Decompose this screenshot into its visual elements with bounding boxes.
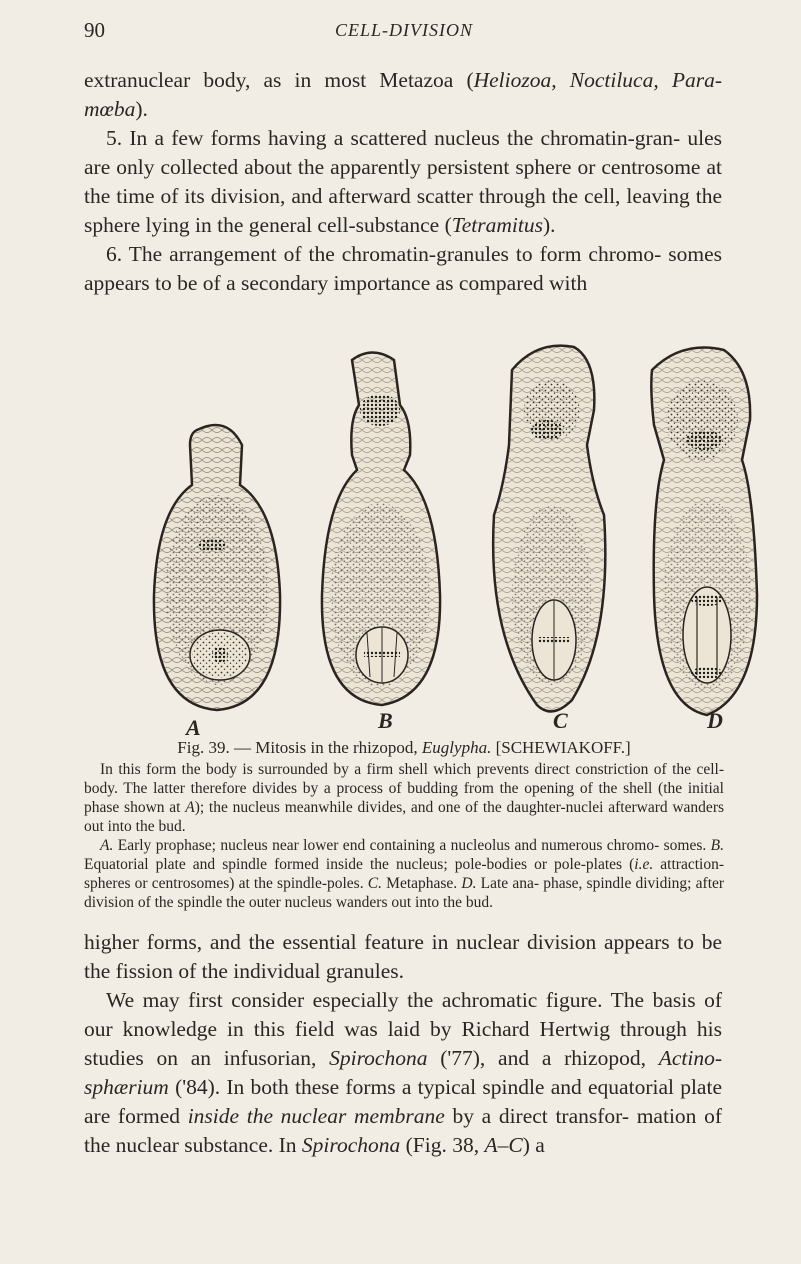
top-text-block <box>84 66 722 298</box>
euglypha-mitosis-figure <box>142 335 772 730</box>
paragraph-achromatic: We may first consider especially the achromatic figure. The basis of our knowledge in this field was laid by Richard Hertwig through his studies on an infusorian, Spirochona ('77), and a rhizopod, Actino- sphærium ('84). In both these forms a typical spindle and equatorial plate are formed inside the nuclear membrane by a direct transfor- mation of the nuclear substance. In Spirochona (Fig. 38, A–C) a <box>84 988 723 1157</box>
figure-label-a: A <box>186 715 201 740</box>
paragraph-continuation: extranuclear body, as in most Metazoa (Heliozoa, Noctiluca, Para- mœba). <box>84 68 723 121</box>
cell-A <box>154 425 280 710</box>
page-number: 90 <box>84 18 105 42</box>
cell-C <box>493 346 605 712</box>
caption-paragraph-1: In this form the body is surrounded by a firm shell which prevents direct constriction of the cell-body. The latter therefore divides by a process of budding from the opening of the shell (the initial phase shown at A); the nucleus meanwhile divides, and one of the daughter-nuclei afterward wanders out into the bud. <box>84 761 725 835</box>
paragraph-6: 6. The arrangement of the chromatin-granules to form chromo- somes appears to be of a secondary importance as compared with <box>84 242 722 295</box>
cell-D <box>651 348 757 716</box>
running-title: CELL-DIVISION <box>335 20 473 40</box>
paragraph-5: 5. In a few forms having a scattered nucleus the chromatin-gran- ules are only collected about the apparently persistent sphere or centrosome at the time of its division, and afterward scatter through the cell, leaving the sphere lying in the general cell-substance (Tetramitus). <box>84 126 722 237</box>
figure-label-d: D <box>707 708 723 733</box>
figure-caption-title: Fig. 39. — Mitosis in the rhizopod, Euglypha. [SCHEWIAKOFF.] <box>177 738 631 757</box>
caption-paragraph-2: A. Early prophase; nucleus near lower end containing a nucleolus and numerous chromo- somes. B. Equatorial plate and spindle formed inside the nucleus; pole-bodies or pole-plates (i.e. attraction-spheres or centrosomes) at the spindle-poles. C. Metaphase. D. Late ana- phase, spindle dividing; after division of the spindle the outer nucleus wanders out into the bud. <box>84 837 725 911</box>
cell-B <box>322 353 440 706</box>
figure-label-b: B <box>378 708 393 733</box>
paragraph-continuation-2: higher forms, and the essential feature in nuclear division appears to be the fission of the individual granules. <box>84 930 722 983</box>
page-header <box>84 18 724 48</box>
figure-caption-body <box>84 760 724 912</box>
bottom-text-block <box>84 928 722 1160</box>
figure-label-c: C <box>553 708 568 733</box>
